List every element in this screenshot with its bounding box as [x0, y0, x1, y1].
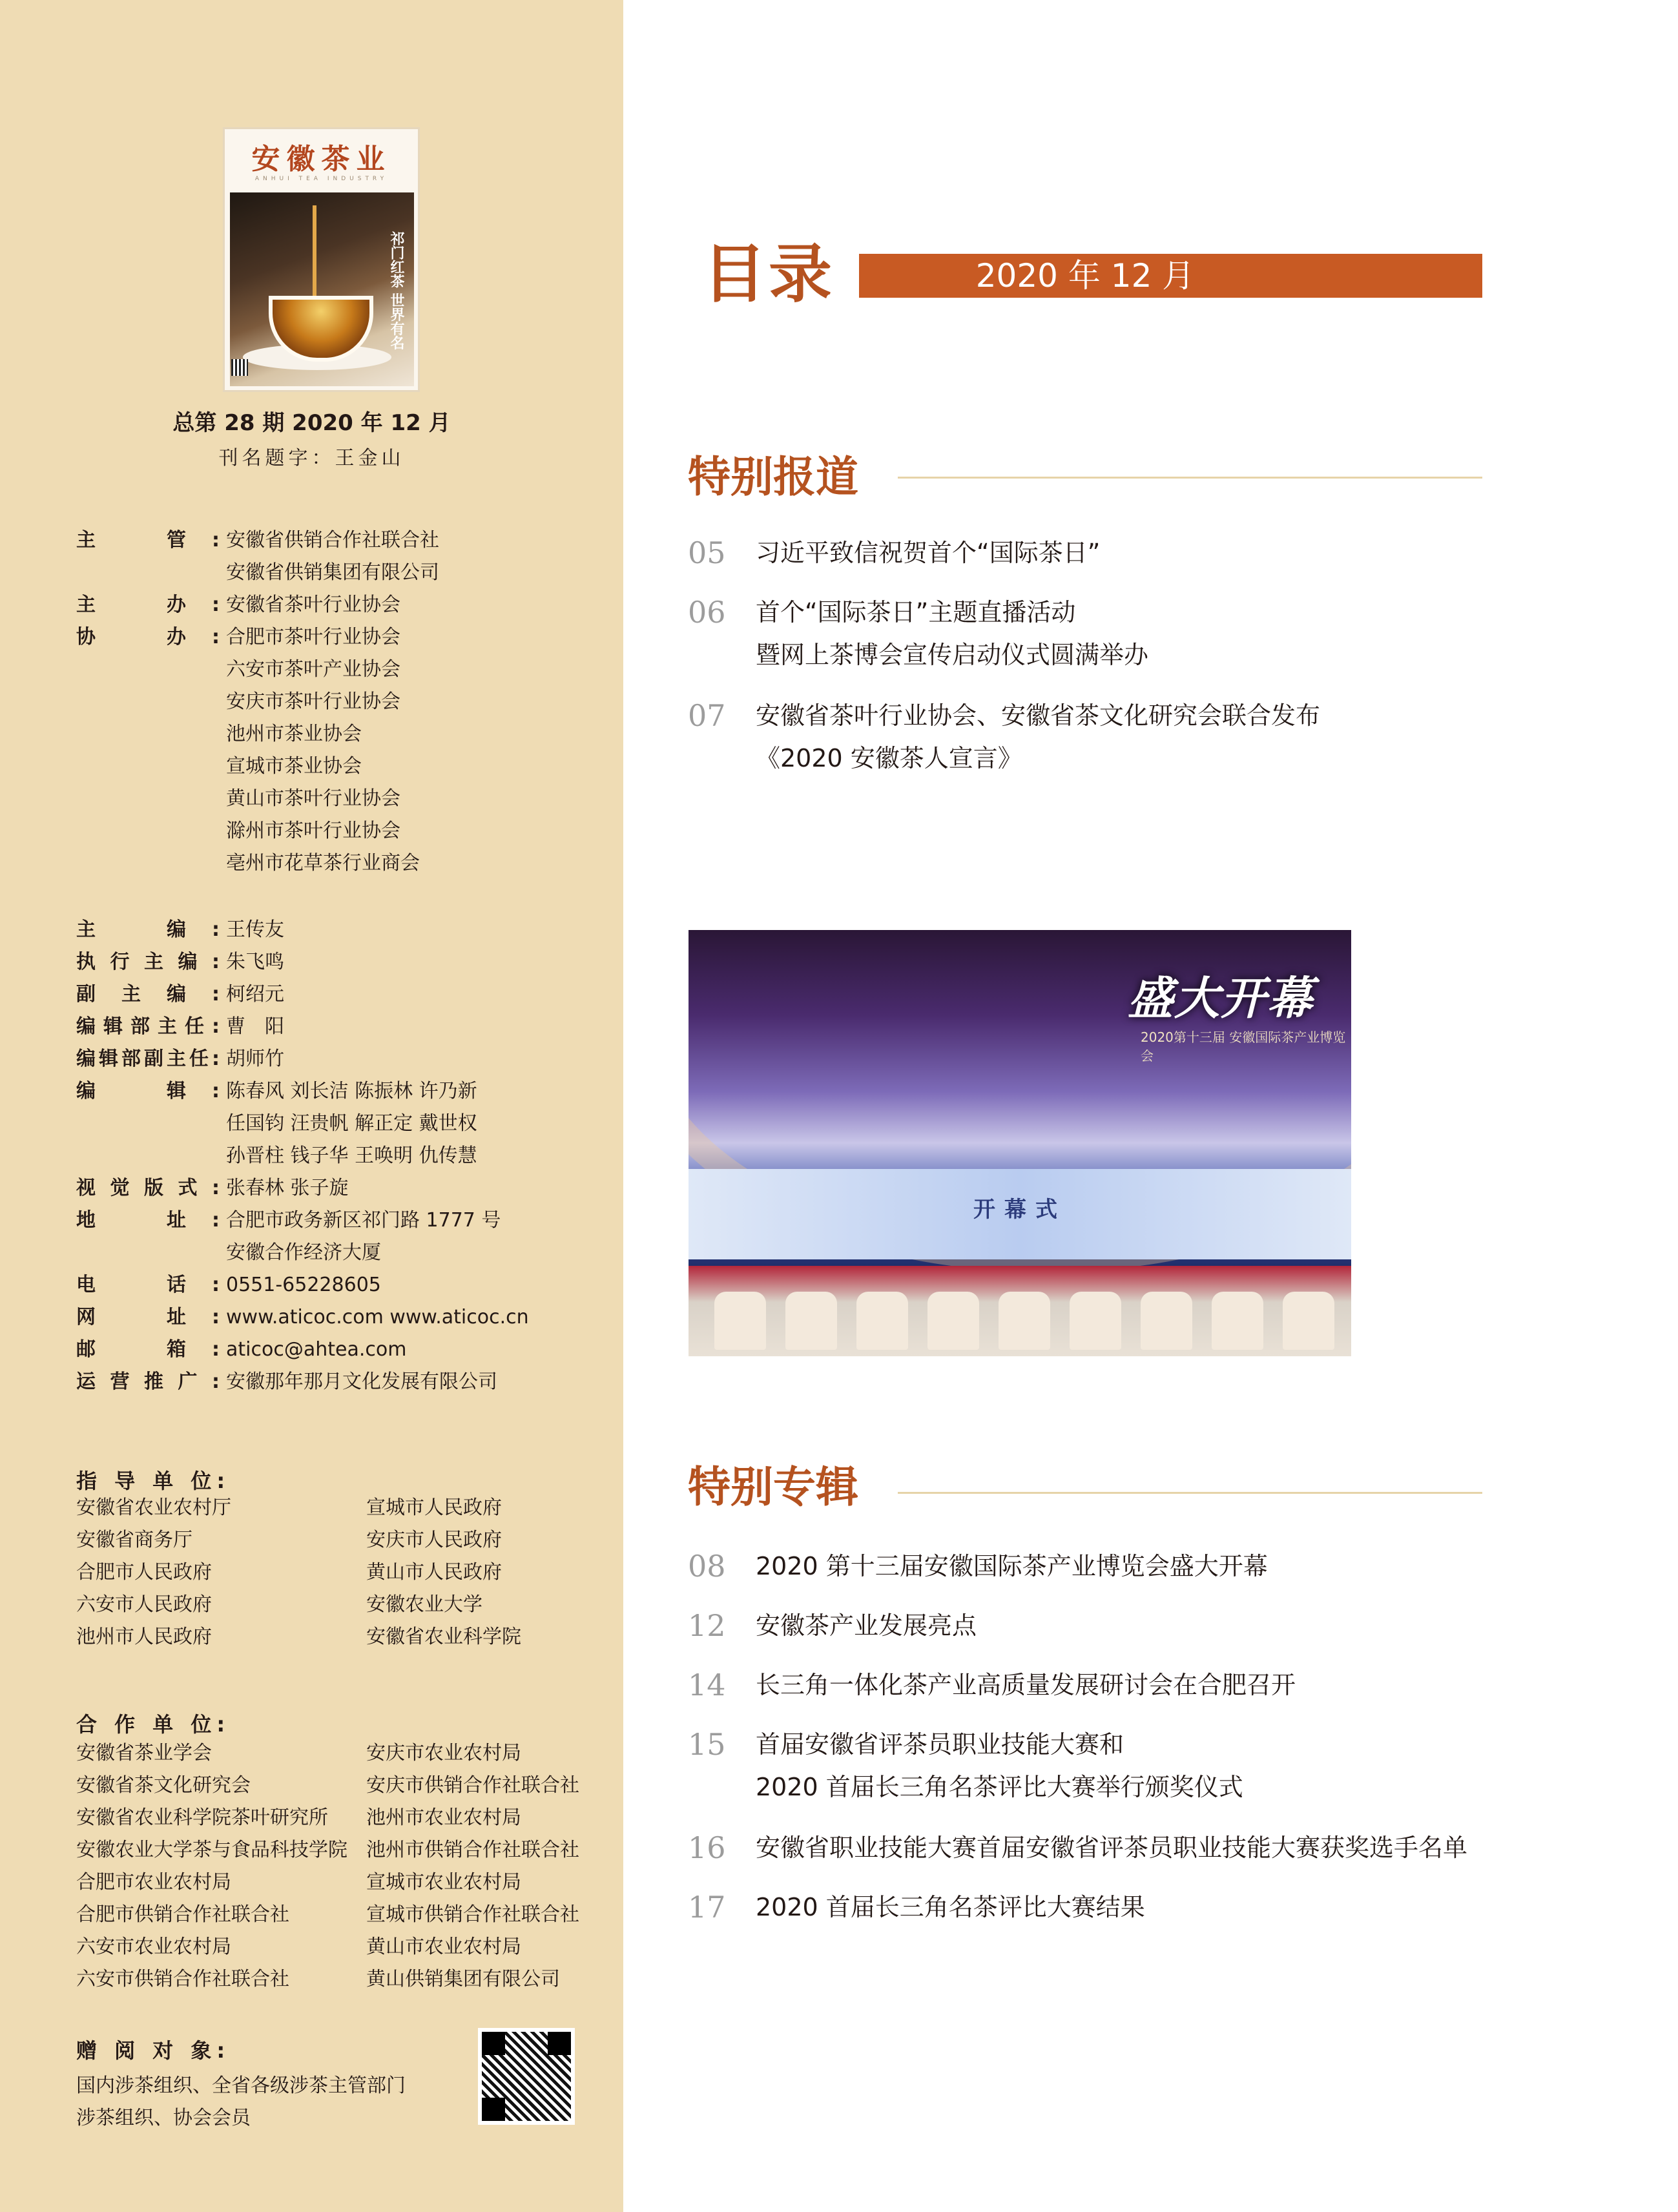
masthead-executive-editor: [76, 946, 284, 978]
masthead-sponsor: [76, 589, 400, 621]
toc-page-number: 07: [688, 698, 726, 733]
chair-shape: [1212, 1292, 1263, 1350]
guidance-list-left: [76, 1492, 231, 1653]
masthead-co-organizers: [76, 621, 420, 880]
row-value: 安徽那年那月文化发展有限公司: [226, 1370, 497, 1393]
gift-lines: [76, 2070, 406, 2134]
row-label: 编 辑:: [76, 1080, 220, 1102]
chair-shape: [856, 1292, 908, 1350]
masthead-phone: [76, 1269, 381, 1301]
gift-line: 国内涉茶组织、全省各级涉茶主管部门: [76, 2074, 406, 2097]
chair-shape: [785, 1292, 837, 1350]
toc-entry-title: 长三角一体化茶产业高质量发展研讨会在合肥召开: [756, 1671, 1296, 1699]
expo-opening-photo: [689, 930, 1351, 1356]
cover-subtitle: ANHUI TEA INDUSTRY: [254, 176, 388, 182]
cooperation-unit: 宣城市农业农村局: [366, 1871, 521, 1894]
sidebar: [0, 0, 623, 2212]
guidance-unit: 池州市人民政府: [76, 1626, 212, 1648]
row-label: 主 管:: [76, 529, 220, 552]
guidance-unit: 安徽省商务厅: [76, 1529, 192, 1551]
cooperation-unit: 安庆市供销合作社联合社: [366, 1774, 579, 1797]
row-value: aticoc@ahtea.com: [226, 1338, 407, 1361]
chair-shape: [714, 1292, 766, 1350]
row-value: 张春林 张子旋: [226, 1177, 349, 1199]
toc-entry-title: 首个“国际茶日”主题直播活动: [756, 598, 1076, 626]
row-label: 协 办:: [76, 626, 220, 648]
gift-line: 涉茶组织、协会会员: [76, 2107, 251, 2129]
row-value: 安庆市茶叶行业协会: [226, 690, 400, 713]
cooperation-unit: 黄山供销集团有限公司: [366, 1968, 560, 1990]
row-label: 副主编:: [76, 983, 220, 1006]
masthead-email: [76, 1334, 406, 1366]
guidance-unit: 安徽省农业农村厅: [76, 1496, 231, 1519]
row-label: 编辑部副主任:: [76, 1048, 220, 1070]
masthead-visual-design: [76, 1172, 349, 1204]
section-divider: [898, 477, 1482, 479]
cooperation-unit: 安徽省农业科学院茶叶研究所: [76, 1806, 328, 1829]
row-value: 王传友: [226, 918, 284, 941]
toc-entry-title: 安徽省茶叶行业协会、安徽省茶文化研究会联合发布: [756, 701, 1321, 730]
row-label: 主 办:: [76, 594, 220, 616]
toc-entry-title: 习近平致信祝贺首个“国际茶日”: [756, 539, 1101, 567]
row-value: 安徽合作经济大厦: [226, 1241, 381, 1264]
cooperation-unit: 合肥市农业农村局: [76, 1871, 231, 1894]
row-value: 胡师竹: [226, 1048, 284, 1070]
magazine-cover: [223, 127, 420, 392]
guidance-unit: 安庆市人民政府: [366, 1529, 502, 1551]
toc-entry-title: 暨网上茶博会宣传启动仪式圆满举办: [756, 641, 1149, 669]
cover-logo: 安徽茶业: [251, 143, 391, 176]
section-special-album: 特别专辑: [688, 1462, 858, 1512]
cooperation-unit: 安徽省茶文化研究会: [76, 1774, 251, 1797]
row-label: 网 址:: [76, 1306, 220, 1328]
cooperation-unit: 黄山市农业农村局: [366, 1936, 521, 1958]
masthead-editorial-director: [76, 1011, 284, 1043]
cooperation-unit: 安徽农业大学茶与食品科技学院: [76, 1839, 347, 1861]
toc-page-number: 05: [688, 535, 726, 570]
row-value: 安徽省茶叶行业协会: [226, 594, 400, 616]
toc-page-number: 06: [688, 595, 726, 630]
toc-entry-title: 2020 首届长三角名茶评比大赛结果: [756, 1893, 1145, 1921]
row-label: 运营推广:: [76, 1370, 220, 1393]
chair-shape: [1141, 1292, 1192, 1350]
row-value: 安徽省供销集团有限公司: [226, 561, 439, 584]
toc-entry-title: 安徽省职业技能大赛首届安徽省评茶员职业技能大赛获奖选手名单: [756, 1834, 1468, 1862]
cooperation-list-left: [76, 1737, 347, 1996]
cooperation-list-right: [366, 1737, 579, 1996]
cooperation-unit: 池州市农业农村局: [366, 1806, 521, 1829]
cooperation-unit: 安徽省茶业学会: [76, 1742, 212, 1764]
row-label: 编辑部主任:: [76, 1015, 220, 1038]
row-label: 地 址:: [76, 1209, 220, 1232]
cover-photo: [230, 192, 414, 386]
row-value: 合肥市茶叶行业协会: [226, 626, 400, 648]
section-divider: [898, 1492, 1482, 1494]
row-value: 孙晋柱 钱子华 王唤明 仇传慧: [226, 1144, 477, 1167]
guidance-unit: 黄山市人民政府: [366, 1561, 502, 1584]
row-value: 滁州市茶叶行业协会: [226, 820, 400, 842]
guidance-unit: 六安市人民政府: [76, 1593, 212, 1616]
toc-page-number: 12: [688, 1608, 726, 1643]
row-label: 电 话:: [76, 1274, 220, 1296]
row-value: 亳州市花草茶行业商会: [226, 852, 420, 874]
chair-shape: [999, 1292, 1050, 1350]
cover-qr-icon: [231, 359, 248, 376]
cooperation-unit: 六安市供销合作社联合社: [76, 1968, 289, 1990]
cooperation-unit: 六安市农业农村局: [76, 1936, 231, 1958]
guidance-unit: 宣城市人民政府: [366, 1496, 502, 1519]
toc-page-number: 08: [688, 1549, 726, 1584]
cooperation-unit: 合肥市供销合作社联合社: [76, 1903, 289, 1926]
masthead-deputy-director: [76, 1043, 284, 1075]
masthead-supervisor: [76, 524, 439, 589]
row-value: 陈春风 刘长洁 陈振林 许乃新: [226, 1080, 477, 1102]
gift-heading: 赠 阅 对 象:: [76, 2038, 231, 2063]
guidance-heading: 指 导 单 位:: [76, 1469, 231, 1493]
toc-entry-title: 2020 首届长三角名茶评比大赛举行颁奖仪式: [756, 1773, 1243, 1801]
guidance-unit: 安徽省农业科学院: [366, 1626, 521, 1648]
row-value: 朱飞鸣: [226, 951, 284, 973]
toc-page-number: 15: [688, 1727, 726, 1762]
chair-shape: [927, 1292, 979, 1350]
row-value: 合肥市政务新区祁门路 1777 号: [226, 1209, 501, 1232]
row-value: www.aticoc.com www.aticoc.cn: [226, 1306, 529, 1328]
qr-code-icon: [478, 2028, 575, 2125]
row-value: 黄山市茶叶行业协会: [226, 787, 400, 810]
row-label: 邮 箱:: [76, 1338, 220, 1361]
row-value: 柯绍元: [226, 983, 284, 1006]
cooperation-heading: 合 作 单 位:: [76, 1712, 231, 1737]
masthead-website: [76, 1301, 529, 1334]
screen-title: 开幕式: [973, 1197, 1066, 1223]
row-value: 宣城市茶业协会: [226, 755, 362, 778]
masthead-editors: [76, 1075, 477, 1172]
chair-shape: [1283, 1292, 1334, 1350]
toc-entry-title: 2020 第十三届安徽国际茶产业博览会盛大开幕: [756, 1552, 1268, 1580]
guidance-unit: 安徽农业大学: [366, 1593, 482, 1616]
tea-pour-shape: [313, 205, 316, 302]
cooperation-unit: 池州市供销合作社联合社: [366, 1839, 579, 1861]
toc-entry-title: 《2020 安徽茶人宣言》: [756, 744, 1022, 772]
chair-shape: [1070, 1292, 1121, 1350]
guidance-list-right: [366, 1492, 521, 1653]
row-label: 执行主编:: [76, 951, 220, 973]
cover-headline: 祁门红茶 世界有名: [388, 231, 405, 350]
masthead-editor-in-chief: [76, 914, 284, 946]
masthead-address: [76, 1204, 501, 1269]
row-value: 池州市茶业协会: [226, 723, 362, 745]
row-value: 任国钧 汪贵帆 解正定 戴世权: [226, 1112, 477, 1135]
toc-date: 2020 年 12 月: [975, 257, 1195, 295]
row-value: 六安市茶叶产业协会: [226, 658, 400, 681]
toc-page-number: 14: [688, 1668, 726, 1702]
toc-title: 目录: [703, 237, 835, 311]
cooperation-unit: 宣城市供销合作社联合社: [366, 1903, 579, 1926]
row-value: 0551-65228605: [226, 1274, 381, 1296]
masthead-operations: [76, 1366, 497, 1398]
toc-entry-title: 首届安徽省评茶员职业技能大赛和: [756, 1730, 1124, 1759]
toc-entry-title: 安徽茶产业发展亮点: [756, 1611, 977, 1640]
masthead-deputy-editor: [76, 978, 284, 1011]
toc-page-number: 17: [688, 1890, 726, 1925]
row-label: 视觉版式:: [76, 1177, 220, 1199]
photo-banner-sub: 2020第十三届 安徽国际茶产业博览会: [1141, 1029, 1346, 1064]
row-label: 主 编:: [76, 918, 220, 941]
section-special-report: 特别报道: [688, 451, 858, 502]
issue-number: 总第 28 期 2020 年 12 月: [172, 410, 451, 436]
photo-banner: 盛大开幕: [1128, 971, 1314, 1025]
title-calligraphy-credit: 刊名题字：王金山: [218, 447, 405, 470]
toc-page-number: 16: [688, 1830, 726, 1865]
row-value: 曹 阳: [226, 1015, 284, 1038]
cooperation-unit: 安庆市农业农村局: [366, 1742, 521, 1764]
row-value: 安徽省供销合作社联合社: [226, 529, 439, 552]
guidance-unit: 合肥市人民政府: [76, 1561, 212, 1584]
